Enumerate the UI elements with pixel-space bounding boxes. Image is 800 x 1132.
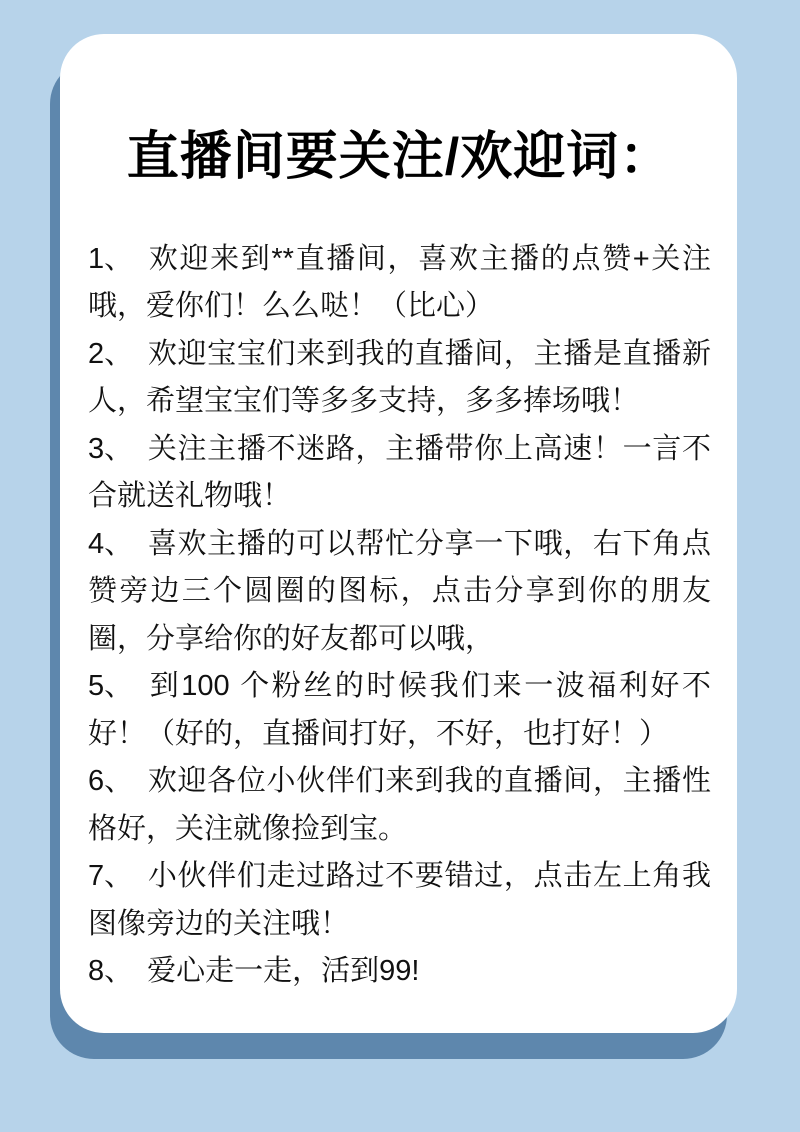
list-item [88, 948, 711, 996]
item-number: 8、 [88, 955, 134, 988]
item-text: 爱心走一走，活到99! [147, 955, 420, 988]
item-number: 2、 [88, 337, 134, 370]
item-number: 6、 [88, 765, 134, 798]
item-number: 7、 [88, 860, 134, 893]
item-text: 喜欢主播的可以帮忙分享一下哦，右下角点赞旁边三个圆圈的图标，点击分享到你的朋友圈，分享给你的好友都可以哦， [88, 527, 711, 655]
item-number: 3、 [88, 432, 134, 465]
item-number: 1、 [88, 242, 134, 275]
item-number: 4、 [88, 527, 134, 560]
page-title: 直播间要关注/欢迎词： [126, 128, 673, 186]
item-number: 5、 [88, 670, 134, 703]
item-text: 欢迎各位小伙伴们来到我的直播间，主播性格好，关注就像捡到宝。 [88, 765, 711, 845]
list-item [88, 853, 711, 948]
welcome-list [88, 236, 711, 996]
list-item [88, 758, 711, 853]
content-card [60, 34, 737, 1033]
item-text: 关注主播不迷路，主播带你上高速！一言不合就送礼物哦！ [88, 432, 711, 513]
list-item [88, 521, 711, 664]
list-item [88, 236, 711, 331]
item-text: 欢迎来到**直播间，喜欢主播的点赞+关注哦，爱你们！么么哒！（比心） [88, 242, 711, 323]
list-item [88, 331, 711, 426]
item-text: 到100 个粉丝的时候我们来一波福利好不好！（好的，直播间打好，不好，也打好！） [88, 670, 711, 750]
item-text: 欢迎宝宝们来到我的直播间，主播是直播新人，希望宝宝们等多多支持，多多捧场哦！ [88, 337, 711, 418]
list-item [88, 426, 711, 521]
item-text: 小伙伴们走过路过不要错过，点击左上角我图像旁边的关注哦！ [88, 860, 711, 940]
list-item [88, 663, 711, 758]
